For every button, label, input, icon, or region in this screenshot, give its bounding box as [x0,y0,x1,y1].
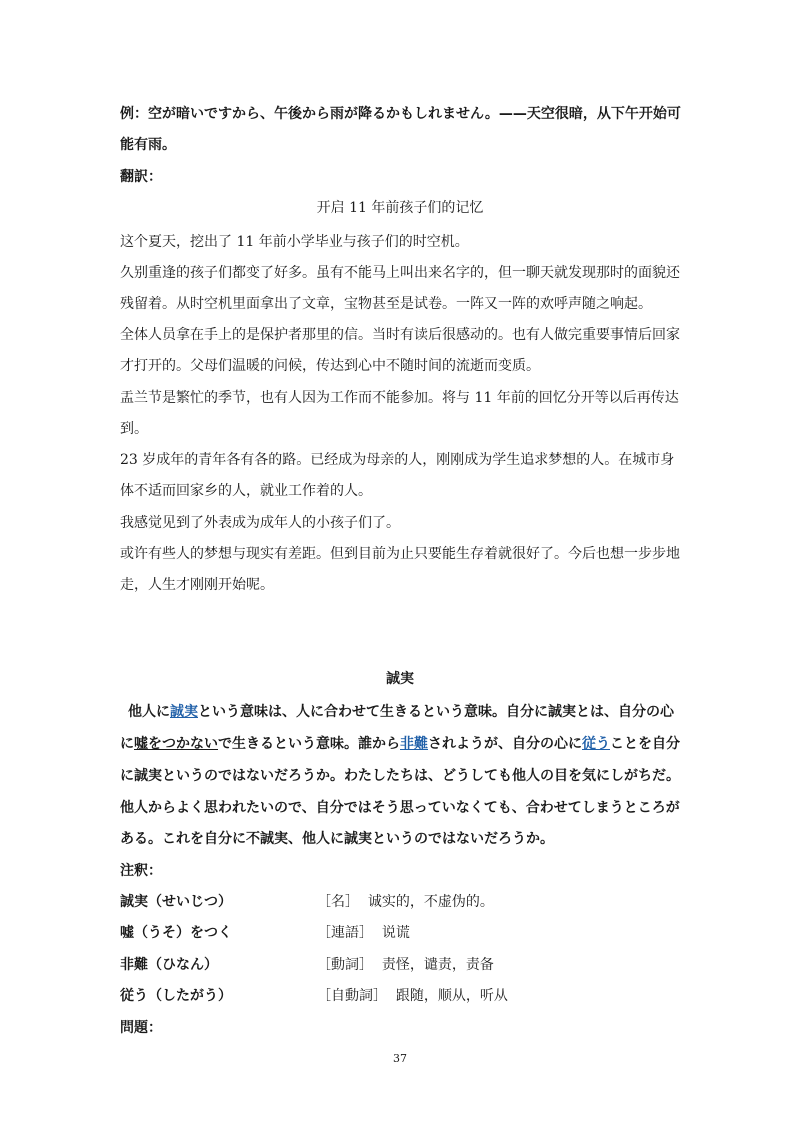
glossary-term: 嘘（うそ）をつく [120,925,232,941]
glossary-meaning: 说谎 [381,925,410,941]
story-line: 盂兰节是繁忙的季节，也有人因为工作而不能参加。将与 11 年前的回忆分开等以后再传达 [120,390,679,406]
example-line-1: 例：空が暗いですから、午後から雨が降るかもしれません。——天空很暗，从下午开始可 [120,106,681,122]
glossary-entry [317,924,410,942]
essay-text: ことを自分 [610,736,680,752]
keyword-seijitsu: 誠実 [170,704,198,720]
story-line: 全体人员拿在手上的是保护者那里的信。当时有读后很感动的。也有人做完重要事情后回家 [120,327,680,343]
story-title: 开启 11 年前孩子们的记忆 [316,200,484,216]
story-line: 久别重逢的孩子们都变了好多。虽有不能马上叫出来名字的，但一聊天就发现那时的面貌还 [120,265,680,281]
glossary-pos: ［自動詞］ [317,988,387,1004]
essay-text: されようが、自分の心に [428,736,582,752]
story-line: 走，人生才刚刚开始呢。 [120,577,274,593]
notes-label: 注釈： [120,863,162,879]
story-line: 到。 [120,421,148,437]
essay-line-3: に誠実というのではないだろうか。わたしたちは、どうしても他人の目を気にしがちだ。 [120,768,680,784]
story-line: 我感觉见到了外表成为成年人的小孩子们了。 [120,515,400,531]
page-number: 37 [393,1052,407,1065]
keyword-shitagau: 従う [582,736,610,752]
story-line: 23 岁成年的青年各有各的路。已经成为母亲的人，刚刚成为学生追求梦想的人。在城市身 [120,452,675,468]
glossary-entry [317,987,508,1005]
glossary-pos: ［動詞］ [317,957,373,973]
essay-line-2 [120,735,680,753]
story-line: 这个夏天，挖出了 11 年前小学毕业与孩子们的时空机。 [120,234,469,250]
glossary-term: 従う（したがう） [120,988,232,1004]
keyword-uso: 嘘をつかない [134,736,218,752]
story-line: 才打开的。父母们温暖的问候，传达到心中不随时间的流逝而变质。 [120,358,540,374]
glossary-pos: ［名］ [317,894,359,910]
essay-text: という意味は、人に合わせて生きるという意味。自分に誠実とは、自分の心 [198,704,674,720]
glossary-entry [317,956,494,974]
essay-title: 誠実 [386,671,414,687]
translation-label: 翻訳： [120,169,162,185]
glossary-term: 非難（ひなん） [120,957,218,973]
essay-text: に [120,736,134,752]
story-line: 残留着。从时空机里面拿出了文章，宝物甚至是试卷。一阵又一阵的欢呼声随之响起。 [120,296,652,312]
keyword-hinan: 非難 [400,736,428,752]
essay-line-5: ある。これを自分に不誠実、他人に誠実というのではないだろうか。 [120,831,554,847]
story-line: 或许有些人的梦想与现实有差距。但到目前为止只要能生存着就很好了。今后也想一步步地 [120,546,680,562]
essay-line-1 [128,703,674,721]
glossary-meaning: 责怪，谴责，责备 [381,957,494,973]
example-line-2: 能有雨。 [120,137,176,153]
story-line: 体不适而回家乡的人，就业工作着的人。 [120,483,372,499]
question-label: 問題： [120,1020,162,1036]
glossary-meaning: 诚实的，不虚伪的。 [367,894,494,910]
essay-line-4: 他人からよく思われたいので、自分ではそう思っていなくても、合わせてしまうところが [120,800,680,816]
glossary-term: 誠実（せいじつ） [120,894,232,910]
essay-text: 他人に [128,704,170,720]
glossary-pos: ［連語］ [317,925,373,941]
glossary-entry [317,893,494,911]
essay-text: で生きるという意味。誰から [218,736,400,752]
glossary-meaning: 跟随，顺从，听从 [395,988,508,1004]
